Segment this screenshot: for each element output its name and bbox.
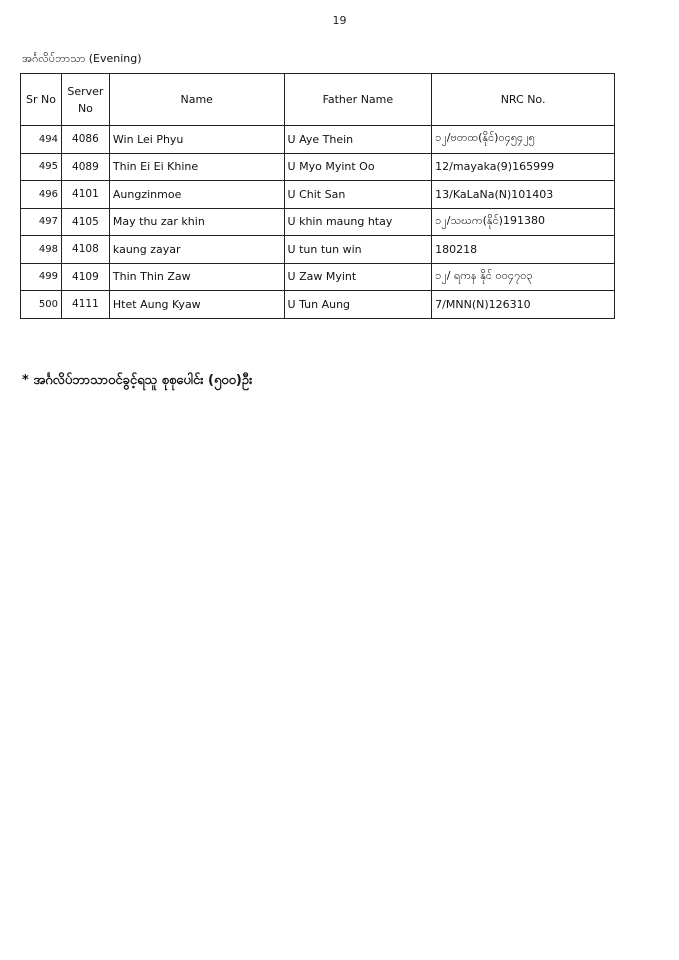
cell-nrc-no: 13/KaLaNa(N)101403 (432, 181, 615, 209)
cell-server-no: 4108 (61, 236, 109, 264)
cell-nrc-no: 12/mayaka(9)165999 (432, 153, 615, 181)
table-row (21, 208, 615, 236)
cell-nrc-no: 7/MNN(N)126310 (432, 291, 615, 319)
cell-name: Aungzinmoe (109, 181, 284, 209)
cell-sr-no: 497 (21, 208, 62, 236)
cell-sr-no: 494 (21, 126, 62, 154)
page-number: 19 (332, 14, 347, 27)
cell-server-no: 4111 (61, 291, 109, 319)
cell-father-name: U Aye Thein (284, 126, 432, 154)
header-father-name: Father Name (284, 74, 432, 126)
cell-nrc-no: ၁၂/ဗတထ(နိုင်)၀၄၅၄၂၅ (432, 126, 615, 154)
cell-name: kaung zayar (109, 236, 284, 264)
cell-name: May thu zar khin (109, 208, 284, 236)
cell-nrc-no: ၁၂/သဃက(နိုင်)191380 (432, 208, 615, 236)
cell-server-no: 4101 (61, 181, 109, 209)
cell-name: Thin Ei Ei Khine (109, 153, 284, 181)
cell-name: Htet Aung Kyaw (109, 291, 284, 319)
cell-name: Win Lei Phyu (109, 126, 284, 154)
cell-sr-no: 499 (21, 263, 62, 291)
cell-nrc-no: ၁၂/ ရကန နိုင် ၀၀၄၇၀၃ (432, 263, 615, 291)
cell-father-name: U Zaw Myint (284, 263, 432, 291)
table-header-row (21, 74, 615, 126)
cell-name: Thin Thin Zaw (109, 263, 284, 291)
cell-server-no: 4109 (61, 263, 109, 291)
section-title: အင်္ဂလိပ်ဘာသာ (Evening) (22, 52, 142, 65)
cell-father-name: U Myo Myint Oo (284, 153, 432, 181)
cell-server-no: 4089 (61, 153, 109, 181)
header-sr-no: Sr No (21, 74, 62, 126)
cell-nrc-no: 180218 (432, 236, 615, 264)
table-row (21, 126, 615, 154)
total-admitted-footnote: * အင်္ဂလိပ်ဘာသာဝင်ခွင့်ရသူ စုစုပေါင်း (၅၀၀)ဦး (22, 373, 253, 388)
table-row (21, 236, 615, 264)
header-name: Name (109, 74, 284, 126)
cell-father-name: U tun tun win (284, 236, 432, 264)
cell-sr-no: 500 (21, 291, 62, 319)
cell-father-name: U Chit San (284, 181, 432, 209)
cell-server-no: 4086 (61, 126, 109, 154)
table-row (21, 181, 615, 209)
cell-sr-no: 495 (21, 153, 62, 181)
student-roster-table (20, 73, 615, 319)
cell-sr-no: 498 (21, 236, 62, 264)
cell-father-name: U Tun Aung (284, 291, 432, 319)
header-nrc-no: NRC No. (432, 74, 615, 126)
cell-sr-no: 496 (21, 181, 62, 209)
cell-father-name: U khin maung htay (284, 208, 432, 236)
table-row (21, 291, 615, 319)
cell-server-no: 4105 (61, 208, 109, 236)
header-server-no (61, 74, 109, 126)
table-row (21, 153, 615, 181)
table-row (21, 263, 615, 291)
header-server-no-line1: Server (67, 84, 104, 98)
header-server-no-line2: No (77, 101, 93, 115)
